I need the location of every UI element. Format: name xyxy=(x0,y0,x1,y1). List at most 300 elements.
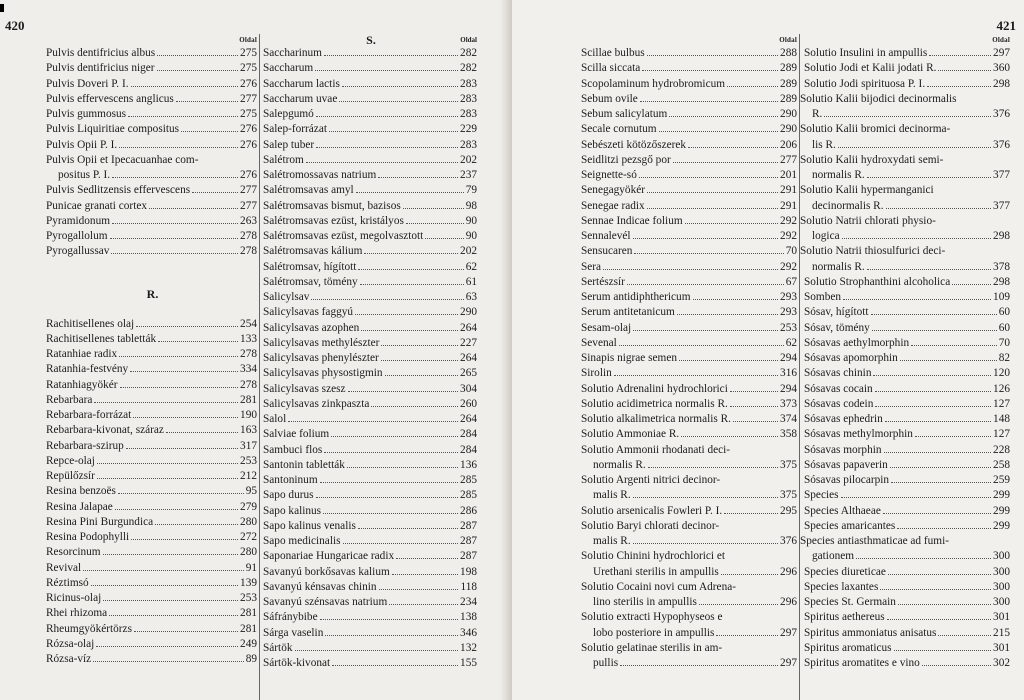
entry-name: Rachitisellenes olaj xyxy=(46,317,135,330)
index-entry xyxy=(46,622,259,637)
leader-dots xyxy=(824,116,991,117)
index-entry xyxy=(263,122,479,137)
entry-name-line2: malis R. xyxy=(593,535,631,547)
index-entry xyxy=(263,260,479,275)
leader-dots xyxy=(343,543,459,544)
entry-name: Sapo kalinus venalis xyxy=(263,519,356,532)
leader-dots xyxy=(157,70,238,71)
leader-dots xyxy=(403,208,464,209)
leader-dots xyxy=(647,55,778,56)
page-ref: 277 xyxy=(240,184,257,197)
entry-name: Savanyú szénsavas natrium xyxy=(263,596,388,608)
entry-name: Salétrom xyxy=(263,153,304,166)
page-ref: 300 xyxy=(993,580,1010,593)
entry-name: Somben xyxy=(804,291,842,303)
entry-name-line1: Solutio Natrii thiosulfurici deci- xyxy=(800,245,946,258)
entry-name: Resina Podophylli xyxy=(46,531,130,543)
index-entry xyxy=(263,138,479,153)
index-entry xyxy=(46,637,259,652)
page-ref: 201 xyxy=(780,169,797,181)
index-entry xyxy=(804,382,1012,397)
page-ref: 377 xyxy=(993,199,1010,212)
page-ref: 253 xyxy=(240,592,257,604)
index-entry-multiline xyxy=(800,534,1012,565)
entry-name-line2: pullis xyxy=(593,657,619,669)
page-ref: 300 xyxy=(993,596,1010,608)
index-entry xyxy=(46,393,259,408)
page-ref: 294 xyxy=(780,352,797,364)
index-entry xyxy=(581,122,799,137)
index-entry xyxy=(581,290,799,305)
index-entry xyxy=(263,321,479,336)
entry-continuation xyxy=(800,199,1012,214)
index-entry xyxy=(263,488,479,503)
entry-name: Resorcinum xyxy=(46,546,101,559)
entry-name: Punicae granati cortex xyxy=(46,199,147,212)
page-ref: 136 xyxy=(460,458,477,471)
page-ref: 285 xyxy=(460,474,477,486)
index-column-right-2 xyxy=(799,34,1012,700)
leader-dots xyxy=(620,665,778,666)
entry-name-line2: positus P. I. xyxy=(58,169,111,181)
leader-dots xyxy=(93,661,244,662)
leader-dots xyxy=(112,177,238,178)
index-entry xyxy=(804,626,1012,641)
index-entry-multiline xyxy=(46,153,259,184)
page-ref: 280 xyxy=(240,546,257,559)
index-entry xyxy=(46,244,259,259)
index-entry xyxy=(804,46,1012,61)
index-column-right-1 xyxy=(581,34,799,671)
leader-dots xyxy=(311,299,463,300)
page-ref: 300 xyxy=(993,550,1010,563)
leader-dots xyxy=(890,467,991,468)
index-entry xyxy=(581,427,799,442)
entry-name: Sesam-olaj xyxy=(581,321,632,334)
entry-name-line2: Urethani sterilis in ampullis xyxy=(593,565,719,578)
page-ref: 70 xyxy=(785,245,797,258)
entry-name: Salep tuber xyxy=(263,138,315,151)
index-entry xyxy=(46,138,259,153)
page-ref: 299 xyxy=(993,519,1010,532)
index-column-left-1 xyxy=(46,34,259,667)
leader-dots xyxy=(406,223,464,224)
index-entry-multiline xyxy=(581,610,799,641)
leader-dots xyxy=(603,269,778,270)
leader-dots xyxy=(952,284,991,285)
leader-dots xyxy=(324,55,458,56)
page-ref: 109 xyxy=(993,291,1010,303)
index-entry xyxy=(804,305,1012,320)
page-ref: 62 xyxy=(785,336,797,349)
entry-name: Rebarbara-kivonat, száraz xyxy=(46,424,164,437)
entry-name: Réztimsó xyxy=(46,576,89,589)
index-entry xyxy=(804,458,1012,473)
index-entry xyxy=(263,519,479,534)
leader-dots xyxy=(364,253,458,254)
leader-dots xyxy=(361,330,458,331)
index-entry xyxy=(804,580,1012,595)
entry-name: Rebarbara-szirup xyxy=(46,439,124,452)
page-ref: 264 xyxy=(460,413,477,425)
entry-continuation xyxy=(46,168,259,183)
leader-dots xyxy=(915,436,991,437)
entry-name-line1: Pulvis Opii et Ipecacuanhae com- xyxy=(46,153,199,166)
corner-mark xyxy=(0,4,4,12)
page-ref: 190 xyxy=(240,409,257,421)
index-entry xyxy=(263,412,479,427)
leader-dots xyxy=(133,417,238,418)
index-entry xyxy=(46,46,259,61)
index-entry xyxy=(581,275,799,290)
leader-dots xyxy=(872,330,997,331)
index-entry xyxy=(581,351,799,366)
leader-dots xyxy=(634,253,783,254)
page-ref: 120 xyxy=(993,367,1010,380)
entry-name: Saccharinum xyxy=(263,47,322,59)
leader-dots xyxy=(378,177,458,178)
index-entry-multiline xyxy=(800,122,1012,153)
entry-name-line1: Solutio Baryi chlorati decinor- xyxy=(581,519,720,532)
page-ref: 281 xyxy=(240,622,257,635)
index-entry xyxy=(46,347,259,362)
entry-name-line2: lino sterilis in ampullis xyxy=(593,596,697,608)
entry-name: Sapo medicinalis xyxy=(263,535,341,547)
page-ref: 294 xyxy=(780,382,797,395)
index-entry xyxy=(804,351,1012,366)
leader-dots xyxy=(110,238,239,239)
entry-name: Salétromsavas amyl xyxy=(263,184,354,197)
index-entry xyxy=(46,122,259,137)
page-ref: 282 xyxy=(460,62,477,75)
leader-dots xyxy=(677,314,778,315)
entry-name: Solutio Jodi et Kalii jodati R. xyxy=(804,62,937,75)
index-entry xyxy=(46,530,259,545)
leader-dots xyxy=(83,570,244,571)
leader-dots xyxy=(699,604,778,605)
page-ref: 288 xyxy=(780,47,797,59)
index-entry xyxy=(263,427,479,442)
index-entry xyxy=(581,229,799,244)
page-ref: 79 xyxy=(465,184,477,197)
index-entry xyxy=(581,153,799,168)
index-entry xyxy=(263,366,479,381)
leader-dots xyxy=(693,299,779,300)
index-entry xyxy=(46,107,259,122)
leader-dots xyxy=(841,497,992,498)
index-entry-multiline xyxy=(800,244,1012,275)
entry-name-line2: normalis R. xyxy=(812,260,865,273)
index-entry xyxy=(263,229,479,244)
page-ref: 278 xyxy=(240,245,257,258)
index-entry xyxy=(804,519,1012,534)
entry-name: Spiritus aethereus xyxy=(804,611,885,624)
page-ref: 276 xyxy=(240,169,257,181)
index-entry xyxy=(46,183,259,198)
index-entry xyxy=(263,458,479,473)
page-ref: 375 xyxy=(780,489,797,502)
entry-continuation xyxy=(800,138,1012,153)
index-entry xyxy=(581,336,799,351)
leader-dots xyxy=(315,70,458,71)
entry-name: Sósavas apomorphin xyxy=(804,352,898,364)
entry-group xyxy=(581,46,799,443)
entry-name: Secale cornutum xyxy=(581,123,657,136)
leader-dots xyxy=(716,635,778,636)
leader-dots xyxy=(679,360,778,361)
leader-dots xyxy=(358,269,463,270)
index-entry xyxy=(581,244,799,259)
entry-name: Serum antidiphthericum xyxy=(581,291,691,303)
page-ref: 373 xyxy=(780,397,797,410)
page-ref: 234 xyxy=(460,596,477,608)
entry-name: Salicylsavas physostigmin xyxy=(263,367,383,380)
leader-dots xyxy=(727,86,778,87)
entry-name: Sártök-kivonat xyxy=(263,657,331,669)
index-entry xyxy=(581,397,799,412)
entry-name: Saponariae Hungaricae radix xyxy=(263,550,395,563)
index-entry xyxy=(804,412,1012,427)
entry-name: Sertészsír xyxy=(581,275,625,288)
page-ref: 259 xyxy=(993,474,1010,486)
page-ref: 227 xyxy=(460,336,477,349)
page-ref: 299 xyxy=(993,504,1010,517)
index-entry xyxy=(263,336,479,351)
entry-continuation xyxy=(581,626,799,641)
entry-name: Repce-olaj xyxy=(46,454,95,467)
page-ref: 90 xyxy=(465,230,477,242)
entry-name: Spiritus ammoniatus anisatus xyxy=(804,626,937,639)
entry-name: Sósavas methylmorphin xyxy=(804,428,913,441)
entry-continuation xyxy=(581,565,799,580)
leader-dots xyxy=(103,600,238,601)
index-entry xyxy=(46,362,259,377)
page-ref: 287 xyxy=(460,519,477,532)
page-ref: 289 xyxy=(780,92,797,105)
index-entry-multiline xyxy=(800,92,1012,123)
page-ref: 264 xyxy=(460,352,477,364)
index-entry xyxy=(263,443,479,458)
leader-dots xyxy=(323,513,458,514)
page-ref: 253 xyxy=(240,454,257,467)
page-ref: 278 xyxy=(240,378,257,391)
leader-dots xyxy=(867,177,991,178)
index-entry xyxy=(581,504,799,519)
leader-dots xyxy=(136,326,238,327)
page-ref: 202 xyxy=(460,245,477,258)
page-ref: 132 xyxy=(460,641,477,654)
page-ref: 291 xyxy=(780,184,797,197)
leader-dots xyxy=(347,467,458,468)
leader-dots xyxy=(118,493,244,494)
entry-name: Salicylsavas faggyú xyxy=(263,306,354,319)
page-ref: 202 xyxy=(460,153,477,166)
leader-dots xyxy=(96,646,238,647)
leader-dots xyxy=(325,635,458,636)
index-entry xyxy=(581,412,799,427)
multi-line-entry xyxy=(581,519,799,672)
index-entry xyxy=(581,107,799,122)
page-ref: 95 xyxy=(245,485,257,498)
entry-name: Sirolin xyxy=(581,367,612,380)
page-number-right: 421 xyxy=(996,18,1016,33)
leader-dots xyxy=(642,70,778,71)
entry-name: Pulvis Sedlitzensis effervescens xyxy=(46,184,191,197)
entry-name: Pulvis Liquiritiae compositus xyxy=(46,123,180,136)
entry-name: Sáfránybibe xyxy=(263,611,318,624)
page-ref: 61 xyxy=(465,275,477,288)
index-entry xyxy=(46,378,259,393)
index-entry xyxy=(263,183,479,198)
entry-name: Solutio Adrenalini hydrochlorici xyxy=(581,382,728,395)
leader-dots xyxy=(379,589,459,590)
index-entry xyxy=(263,153,479,168)
entry-name: Sapo durus xyxy=(263,489,314,502)
entry-continuation xyxy=(800,260,1012,275)
entry-name: Species amaricantes xyxy=(804,519,896,532)
leader-dots xyxy=(324,452,458,453)
entry-name: Spiritus aromaticus xyxy=(804,641,892,654)
page-ref: 334 xyxy=(240,363,257,376)
page-ref: 133 xyxy=(240,332,257,345)
page-ref: 284 xyxy=(460,428,477,441)
leader-dots xyxy=(295,650,459,651)
entry-name: Solutio Insulini in ampullis xyxy=(804,47,928,59)
entry-name: Sósavas morphin xyxy=(804,443,882,456)
index-entry xyxy=(46,576,259,591)
page-ref: 301 xyxy=(993,641,1010,654)
index-entry-multiline xyxy=(581,580,799,611)
leader-dots xyxy=(922,665,991,666)
page-ref: 70 xyxy=(998,336,1010,349)
entry-name: Sósavas pilocarpin xyxy=(804,474,890,486)
index-entry xyxy=(46,214,259,229)
leader-dots xyxy=(927,86,991,87)
entry-name: Revival xyxy=(46,561,82,574)
spacer xyxy=(46,300,259,317)
leader-dots xyxy=(614,375,778,376)
leader-dots xyxy=(838,147,991,148)
page-ref: 346 xyxy=(460,626,477,639)
page-ref: 378 xyxy=(993,260,1010,273)
entry-name: Scillae bulbus xyxy=(581,47,645,59)
entry-name: Repülőzsír xyxy=(46,470,95,482)
leader-dots xyxy=(111,253,238,254)
page-ref: 163 xyxy=(240,424,257,437)
page-ref: 295 xyxy=(780,504,797,517)
index-entry xyxy=(46,423,259,438)
entry-name: Sósavas aethylmorphin xyxy=(804,336,910,349)
leader-dots xyxy=(97,478,238,479)
page-ref: 127 xyxy=(993,428,1010,441)
index-entry xyxy=(263,61,479,76)
leader-dots xyxy=(320,482,458,483)
page-ref: 296 xyxy=(780,596,797,608)
index-entry xyxy=(804,504,1012,519)
leader-dots xyxy=(396,558,458,559)
page-ref: 98 xyxy=(465,199,477,212)
leader-dots xyxy=(669,116,778,117)
index-entry xyxy=(46,591,259,606)
entry-name: Sósavas chinin xyxy=(804,367,872,380)
entry-name-line1: Solutio Argenti nitrici decinor- xyxy=(581,474,721,486)
leader-dots xyxy=(128,116,238,117)
page-ref: 298 xyxy=(993,275,1010,288)
page-ref: 275 xyxy=(240,47,257,59)
page-ref: 293 xyxy=(780,291,797,303)
entry-name: Solutio arsenicalis Fowleri P. I. xyxy=(581,504,723,517)
leader-dots xyxy=(155,524,238,525)
page-ref: 377 xyxy=(993,169,1010,181)
index-entry-multiline xyxy=(800,183,1012,214)
page-ref: 360 xyxy=(993,62,1010,75)
oldal-header: Oldal xyxy=(239,36,257,44)
entry-name: Solutio Jodi spirituosa P. I. xyxy=(804,77,926,90)
entry-name: Scilla siccata xyxy=(581,62,641,75)
entry-name: Sósavas ephedrin xyxy=(804,413,883,425)
page-ref: 276 xyxy=(240,138,257,151)
entry-continuation xyxy=(581,534,799,549)
index-entry xyxy=(804,595,1012,610)
entry-name: Sebum salicylatum xyxy=(581,108,668,120)
entry-name: Salicylsavas methylészter xyxy=(263,336,380,349)
entry-name: Pulvis gummosus xyxy=(46,108,127,120)
index-entry xyxy=(581,366,799,381)
index-entry xyxy=(263,565,479,580)
leader-dots xyxy=(149,208,238,209)
index-entry xyxy=(46,77,259,92)
leader-dots xyxy=(389,604,458,605)
page-ref: 375 xyxy=(780,458,797,471)
leader-dots xyxy=(639,177,778,178)
index-entry xyxy=(804,641,1012,656)
index-entry xyxy=(581,214,799,229)
page-ref: 277 xyxy=(240,199,257,212)
section-letter-s: S. Oldal xyxy=(366,33,477,47)
index-entry xyxy=(804,366,1012,381)
leader-dots xyxy=(688,147,778,148)
leader-dots xyxy=(342,86,458,87)
page-ref: 300 xyxy=(993,565,1010,578)
entry-name: Rózsa-olaj xyxy=(46,637,95,650)
index-entry xyxy=(581,168,799,183)
leader-dots xyxy=(887,619,991,620)
page-ref: 277 xyxy=(240,92,257,105)
index-entry xyxy=(46,469,259,484)
leader-dots xyxy=(358,528,458,529)
page-ref: 263 xyxy=(240,214,257,227)
index-entry xyxy=(804,443,1012,458)
entry-name: Sebum ovile xyxy=(581,92,638,105)
page-ref: 91 xyxy=(245,561,257,574)
entry-name: Sennalevél xyxy=(581,230,631,242)
index-entry xyxy=(581,183,799,198)
entry-name-line1: Solutio Natrii chlorati physio- xyxy=(800,214,936,227)
leader-dots xyxy=(109,615,238,616)
index-entry xyxy=(804,290,1012,305)
leader-dots xyxy=(316,497,459,498)
entry-name: Salep-forrázat xyxy=(263,123,327,136)
index-entry xyxy=(46,545,259,560)
page-ref: 358 xyxy=(780,428,797,441)
index-entry xyxy=(804,610,1012,625)
entry-name-line2: lis R. xyxy=(812,138,836,151)
index-entry xyxy=(46,561,259,576)
entry-name: Sártök xyxy=(263,641,293,654)
page-ref: 276 xyxy=(240,77,257,90)
entry-name: Salétromsavas ezüst, kristályos xyxy=(263,214,404,227)
leader-dots xyxy=(873,375,991,376)
